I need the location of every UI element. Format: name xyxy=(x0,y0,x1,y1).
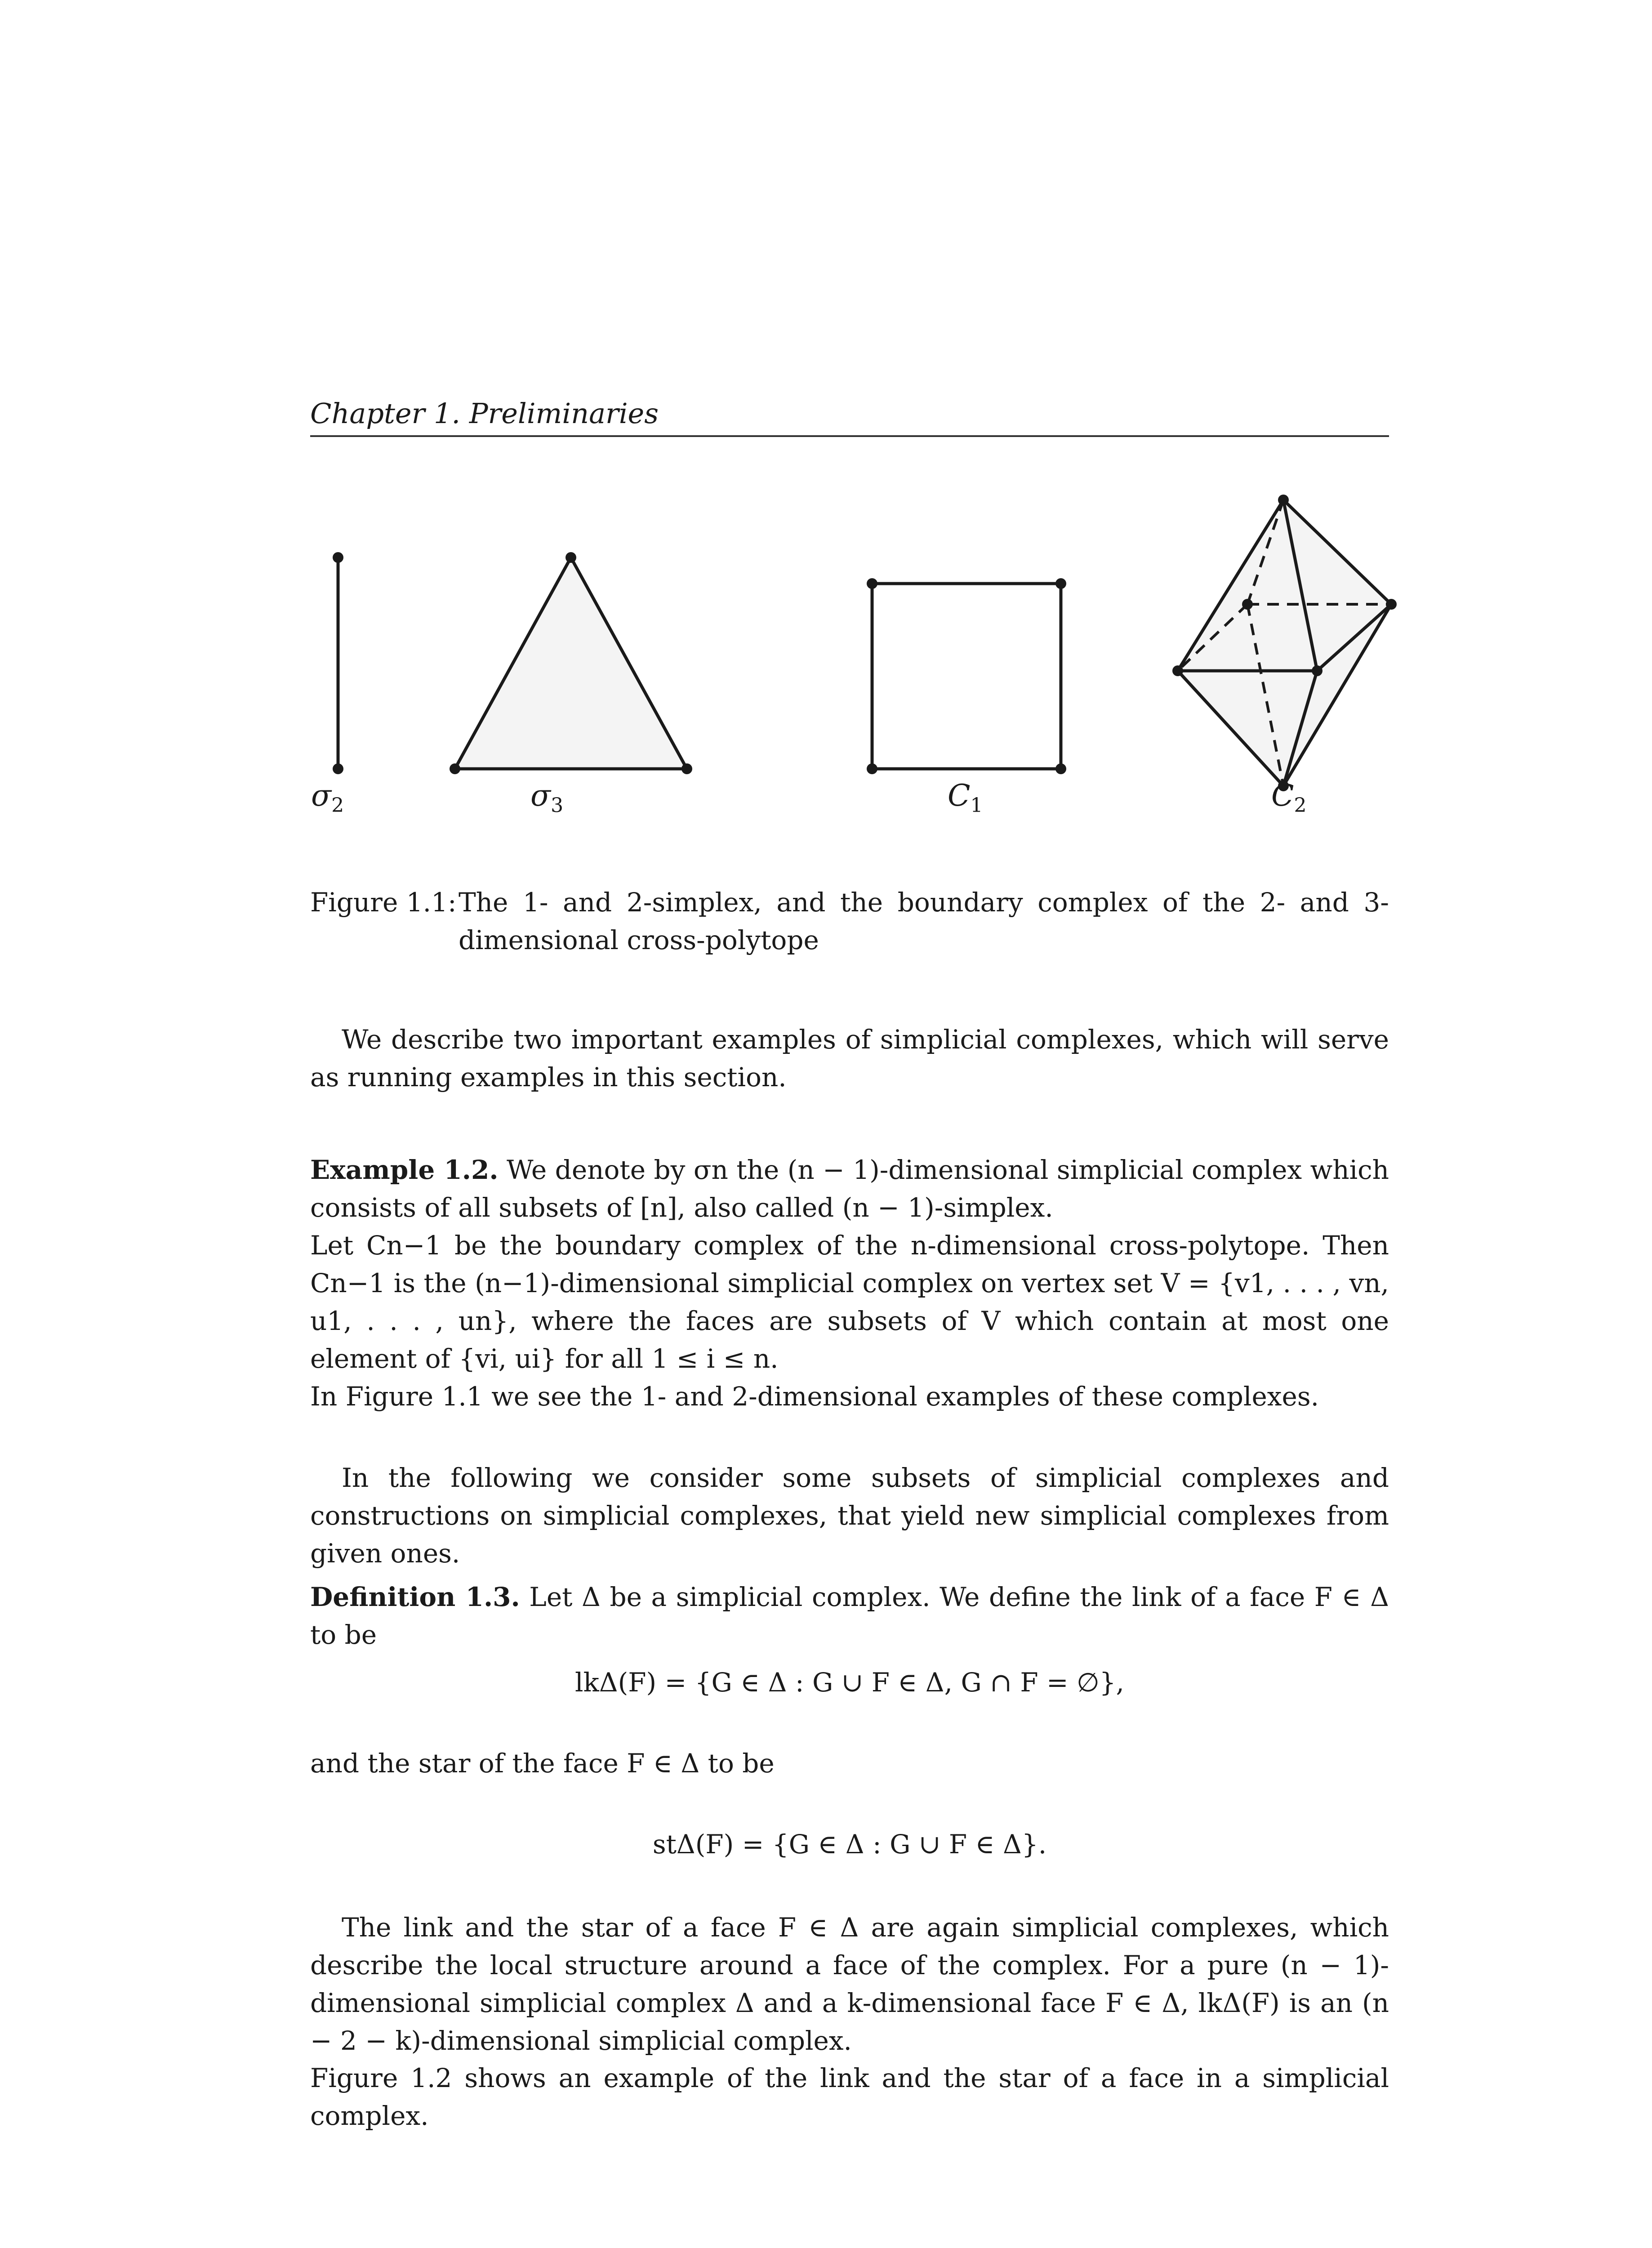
label-c1: $C_1$ xyxy=(948,778,983,817)
c1-vertex-bl xyxy=(867,763,877,774)
label-sigma3: $\sigma_3$ xyxy=(530,778,564,817)
example-text-1: We denote by σn the (n − 1)-dimensional simplicial complex which consists of all subsets of [n], also called (n − 1)-simplex. xyxy=(310,1155,1389,1223)
sigma3-vertex-right xyxy=(681,763,692,774)
paragraph-following: In the following we consider some subsets of simplicial complexes and constructions on simplicial complexes, that yield new simplicial complexes from given ones. xyxy=(310,1463,1389,1569)
sigma3-triangle xyxy=(455,558,687,769)
header-rule xyxy=(310,435,1389,437)
example-heading: Example 1.2. xyxy=(310,1155,499,1185)
star-intro: and the star of the face F ∈ Δ to be xyxy=(310,1748,775,1779)
paragraph-figure-ref: Figure 1.2 shows an example of the link and the star of a face in a simplicial complex. xyxy=(310,2063,1389,2131)
figure-1-1-drawing xyxy=(297,486,1403,845)
paragraph-intro: We describe two important examples of simplicial complexes, which will serve as running examples in this section. xyxy=(310,1024,1389,1093)
star-formula: stΔ(F) = {G ∈ Δ : G ∪ F ∈ Δ}. xyxy=(652,1829,1047,1860)
label-c2: $C_2$ xyxy=(1271,778,1307,817)
example-1-2 xyxy=(310,1151,1389,1415)
sigma2-vertex-top xyxy=(333,552,343,563)
sigma3-vertex-top xyxy=(566,552,576,563)
sigma3-vertex-left xyxy=(450,763,460,774)
label-sigma2: $\sigma_2$ xyxy=(311,778,344,817)
definition-1-3 xyxy=(310,1578,1389,1654)
caption-text: The 1- and 2-simplex, and the boundary complex of the 2- and 3-dimensional cross-polytope xyxy=(459,887,1389,955)
c1-vertex-tl xyxy=(867,578,877,589)
figure-1-1 xyxy=(297,486,1403,845)
c1-vertex-br xyxy=(1055,763,1066,774)
paragraph-link-star: The link and the star of a face F ∈ Δ are again simplicial complexes, which describe the local structure around a face of the complex. For a pure (n − 1)-dimensional simplicial complex Δ and a k-dimensional face F ∈ Δ, lkΔ(F) is an (n − 2 − k)-dimensional simplicial complex. xyxy=(310,1912,1389,2056)
definition-heading: Definition 1.3. xyxy=(310,1582,520,1612)
example-text-3: In Figure 1.1 we see the 1- and 2-dimensional examples of these complexes. xyxy=(310,1381,1319,1412)
figure-caption xyxy=(310,883,1389,959)
caption-number: Figure 1.1: xyxy=(310,887,457,918)
link-formula: lkΔ(F) = {G ∈ Δ : G ∪ F ∈ Δ, G ∩ F = ∅}, xyxy=(575,1667,1124,1698)
c1-square xyxy=(872,584,1061,769)
c2-octahedron xyxy=(1172,495,1397,791)
sigma2-vertex-bottom xyxy=(333,763,343,774)
c1-vertex-tr xyxy=(1055,578,1066,589)
definition-text: Let Δ be a simplicial complex. We define the link of a face F ∈ Δ to be xyxy=(310,1582,1389,1650)
example-text-2: Let Cn−1 be the boundary complex of the n-dimensional cross-polytope. Then Cn−1 is the (n−1)-dimensional simplicial complex on vertex set V = {v1, . . . , vn, u1, . . . , un}, where the faces are subsets of V which contain at most one element of {vi, ui} for all 1 ≤ i ≤ n. xyxy=(310,1230,1389,1374)
running-header: Chapter 1. Preliminaries xyxy=(310,397,659,430)
